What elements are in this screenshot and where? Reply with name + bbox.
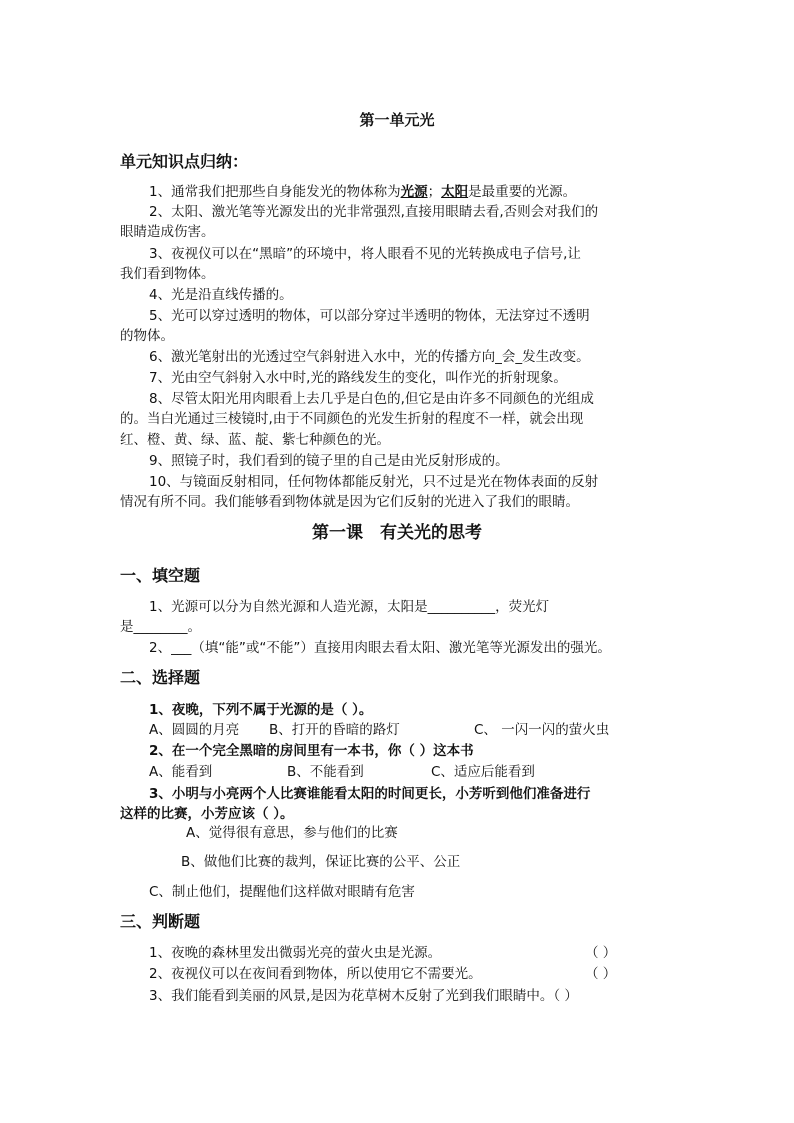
unit-title: 第一单元光	[359, 111, 435, 129]
choice-question-3-option-b: B、做他们比赛的裁判，保证比赛的公平、公正	[181, 854, 461, 870]
knowledge-point-4: 4、光是沿直线传播的。	[149, 287, 293, 303]
choice-question-2: 2、在一个完全黑暗的房间里有一本书，你（ ）这本书	[149, 743, 474, 759]
judge-question-1: 1、夜晚的森林里发出微弱光亮的萤火虫是光源。 （ ）	[149, 945, 617, 961]
knowledge-point-8-cont-1: 的。当白光通过三棱镜时,由于不同颜色的光发生折射的程度不一样，就会出现	[120, 411, 584, 427]
knowledge-point-5-cont: 的物体。	[120, 328, 174, 344]
option-a: A、圆圆的月亮	[149, 722, 240, 738]
choice-question-3: 3、小明与小亮两个人比赛谁能看太阳的时间更长，小芳听到他们准备进行	[149, 786, 591, 802]
choice-question-3-option-c: C、制止他们，提醒他们这样做对眼睛有危害	[149, 884, 415, 900]
section-fill-blank-heading: 一、填空题	[120, 566, 201, 585]
section-judge-heading: 三、判断题	[120, 912, 201, 931]
fill-question-2: 2、___（填“能”或“不能”）直接用肉眼去看太阳、激光笔等光源发出的强光。	[149, 640, 611, 656]
knowledge-point-2: 2、太阳、激光笔等光源发出的光非常强烈,直接用眼睛去看,否则会对我们的	[149, 204, 599, 220]
knowledge-point-3: 3、夜视仪可以在“黑暗”的环境中，将人眼看不见的光转换成电子信号,让	[149, 246, 581, 262]
term-light-source: 光源	[400, 184, 428, 200]
knowledge-point-6: 6、激光笔射出的光透过空气斜射进入水中，光的传播方向_会_发生改变。	[149, 349, 590, 365]
judge-question-3: 3、我们能看到美丽的风景,是因为花草树木反射了光到我们眼睛中。（ ）	[149, 988, 578, 1004]
knowledge-point-8-cont-2: 红、橙、黄、绿、蓝、靛、紫七种颜色的光。	[120, 432, 390, 448]
choice-question-1: 1、夜晚，下列不属于光源的是（ ）。	[149, 702, 373, 718]
knowledge-point-7: 7、光由空气斜射入水中时,光的路线发生的变化，叫作光的折射现象。	[149, 370, 567, 386]
knowledge-point-10-cont: 情况有所不同。我们能够看到物体就是因为它们反射的光进入了我们的眼睛。	[120, 494, 579, 510]
knowledge-point-8: 8、尽管太阳光用肉眼看上去几乎是白色的,但它是由许多不同颜色的光组成	[149, 391, 594, 407]
option-b: B、打开的昏暗的路灯	[269, 722, 400, 738]
answer-bracket: （ ）	[585, 966, 617, 982]
judge-question-2: 2、夜视仪可以在夜间看到物体，所以使用它不需要光。 （ ）	[149, 966, 617, 982]
choice-question-3-option-a: A、觉得很有意思，参与他们的比赛	[186, 825, 398, 841]
option-a: A、能看到	[149, 764, 213, 780]
section-choice-heading: 二、选择题	[120, 668, 201, 687]
summary-heading: 单元知识点归纳：	[120, 152, 249, 171]
knowledge-point-2-cont: 眼睛造成伤害。	[120, 224, 215, 240]
knowledge-point-9: 9、照镜子时，我们看到的镜子里的自己是由光反射形成的。	[149, 453, 509, 469]
choice-question-3-cont: 这样的比赛，小芳应该（ ）。	[120, 806, 294, 822]
option-c: C、 一闪一闪的萤火虫	[474, 722, 610, 738]
knowledge-point-5: 5、光可以穿过透明的物体，可以部分穿过半透明的物体，无法穿过不透明	[149, 308, 590, 324]
fill-question-1: 1、光源可以分为自然光源和人造光源，太阳是__________，荧光灯	[149, 599, 550, 615]
option-b: B、不能看到	[287, 764, 364, 780]
term-sun: 太阳	[441, 184, 469, 200]
lesson-title: 第一课 有关光的思考	[312, 523, 482, 543]
knowledge-point-3-cont: 我们看到物体。	[120, 266, 215, 282]
knowledge-point-1: 1、通常我们把那些自身能发光的物体称为光源；太阳是最重要的光源。	[149, 184, 577, 200]
fill-question-1-cont: 是________。	[120, 619, 201, 635]
knowledge-point-10: 10、与镜面反射相同，任何物体都能反射光，只不过是光在物体表面的反射	[149, 474, 599, 490]
option-c: C、适应后能看到	[431, 764, 535, 780]
answer-bracket: （ ）	[585, 945, 617, 961]
